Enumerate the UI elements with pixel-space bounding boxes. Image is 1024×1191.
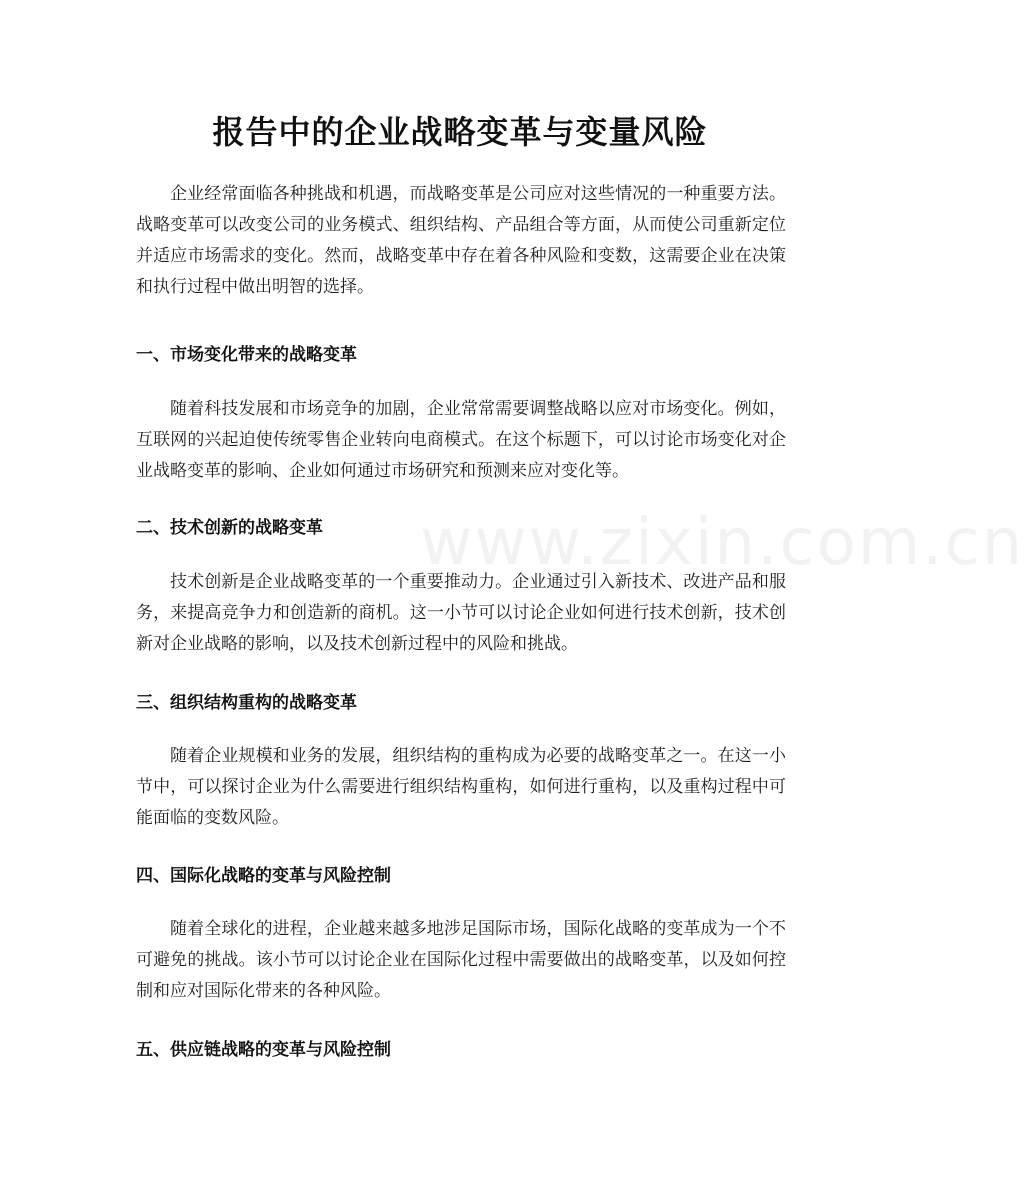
- watermark-text: www.zixin.com.cn: [420, 506, 1024, 580]
- section-heading-3: 三、组织结构重构的战略变革: [136, 693, 357, 713]
- document-title: 报告中的企业战略变革与变量风险: [212, 113, 708, 151]
- section-body-3: 随着企业规模和业务的发展，组织结构的重构成为必要的战略变革之一。在这一小节中，可以探讨企业为什么需要进行组织结构重构，如何进行重构，以及重构过程中可能面临的变数风险。: [136, 746, 786, 828]
- section-heading-2: 二、技术创新的战略变革: [136, 518, 323, 538]
- section-heading-4: 四、国际化战略的变革与风险控制: [136, 866, 391, 886]
- section-body-1: 随着科技发展和市场竞争的加剧，企业常常需要调整战略以应对市场变化。例如，互联网的兴起迫使传统零售企业转向电商模式。在这个标题下，可以讨论市场变化对企业战略变革的影响、企业如何通过市场研究和预测来应对变化等。: [136, 399, 786, 481]
- section-heading-1: 一、市场变化带来的战略变革: [136, 345, 357, 365]
- section-body-4: 随着全球化的进程，企业越来越多地涉足国际市场，国际化战略的变革成为一个不可避免的挑战。该小节可以讨论企业在国际化过程中需要做出的战略变革，以及如何控制和应对国际化带来的各种风险。: [136, 919, 786, 1001]
- intro-paragraph: 企业经常面临各种挑战和机遇，而战略变革是公司应对这些情况的一种重要方法。战略变革可以改变公司的业务模式、组织结构、产品组合等方面，从而使公司重新定位并适应市场需求的变化。然而，战略变革中存在着各种风险和变数，这需要企业在决策和执行过程中做出明智的选择。: [136, 184, 786, 297]
- section-heading-5: 五、供应链战略的变革与风险控制: [136, 1040, 391, 1060]
- section-body-2: 技术创新是企业战略变革的一个重要推动力。企业通过引入新技术、改进产品和服务，来提高竞争力和创造新的商机。这一小节可以讨论企业如何进行技术创新，技术创新对企业战略的影响，以及技术创新过程中的风险和挑战。: [136, 572, 786, 654]
